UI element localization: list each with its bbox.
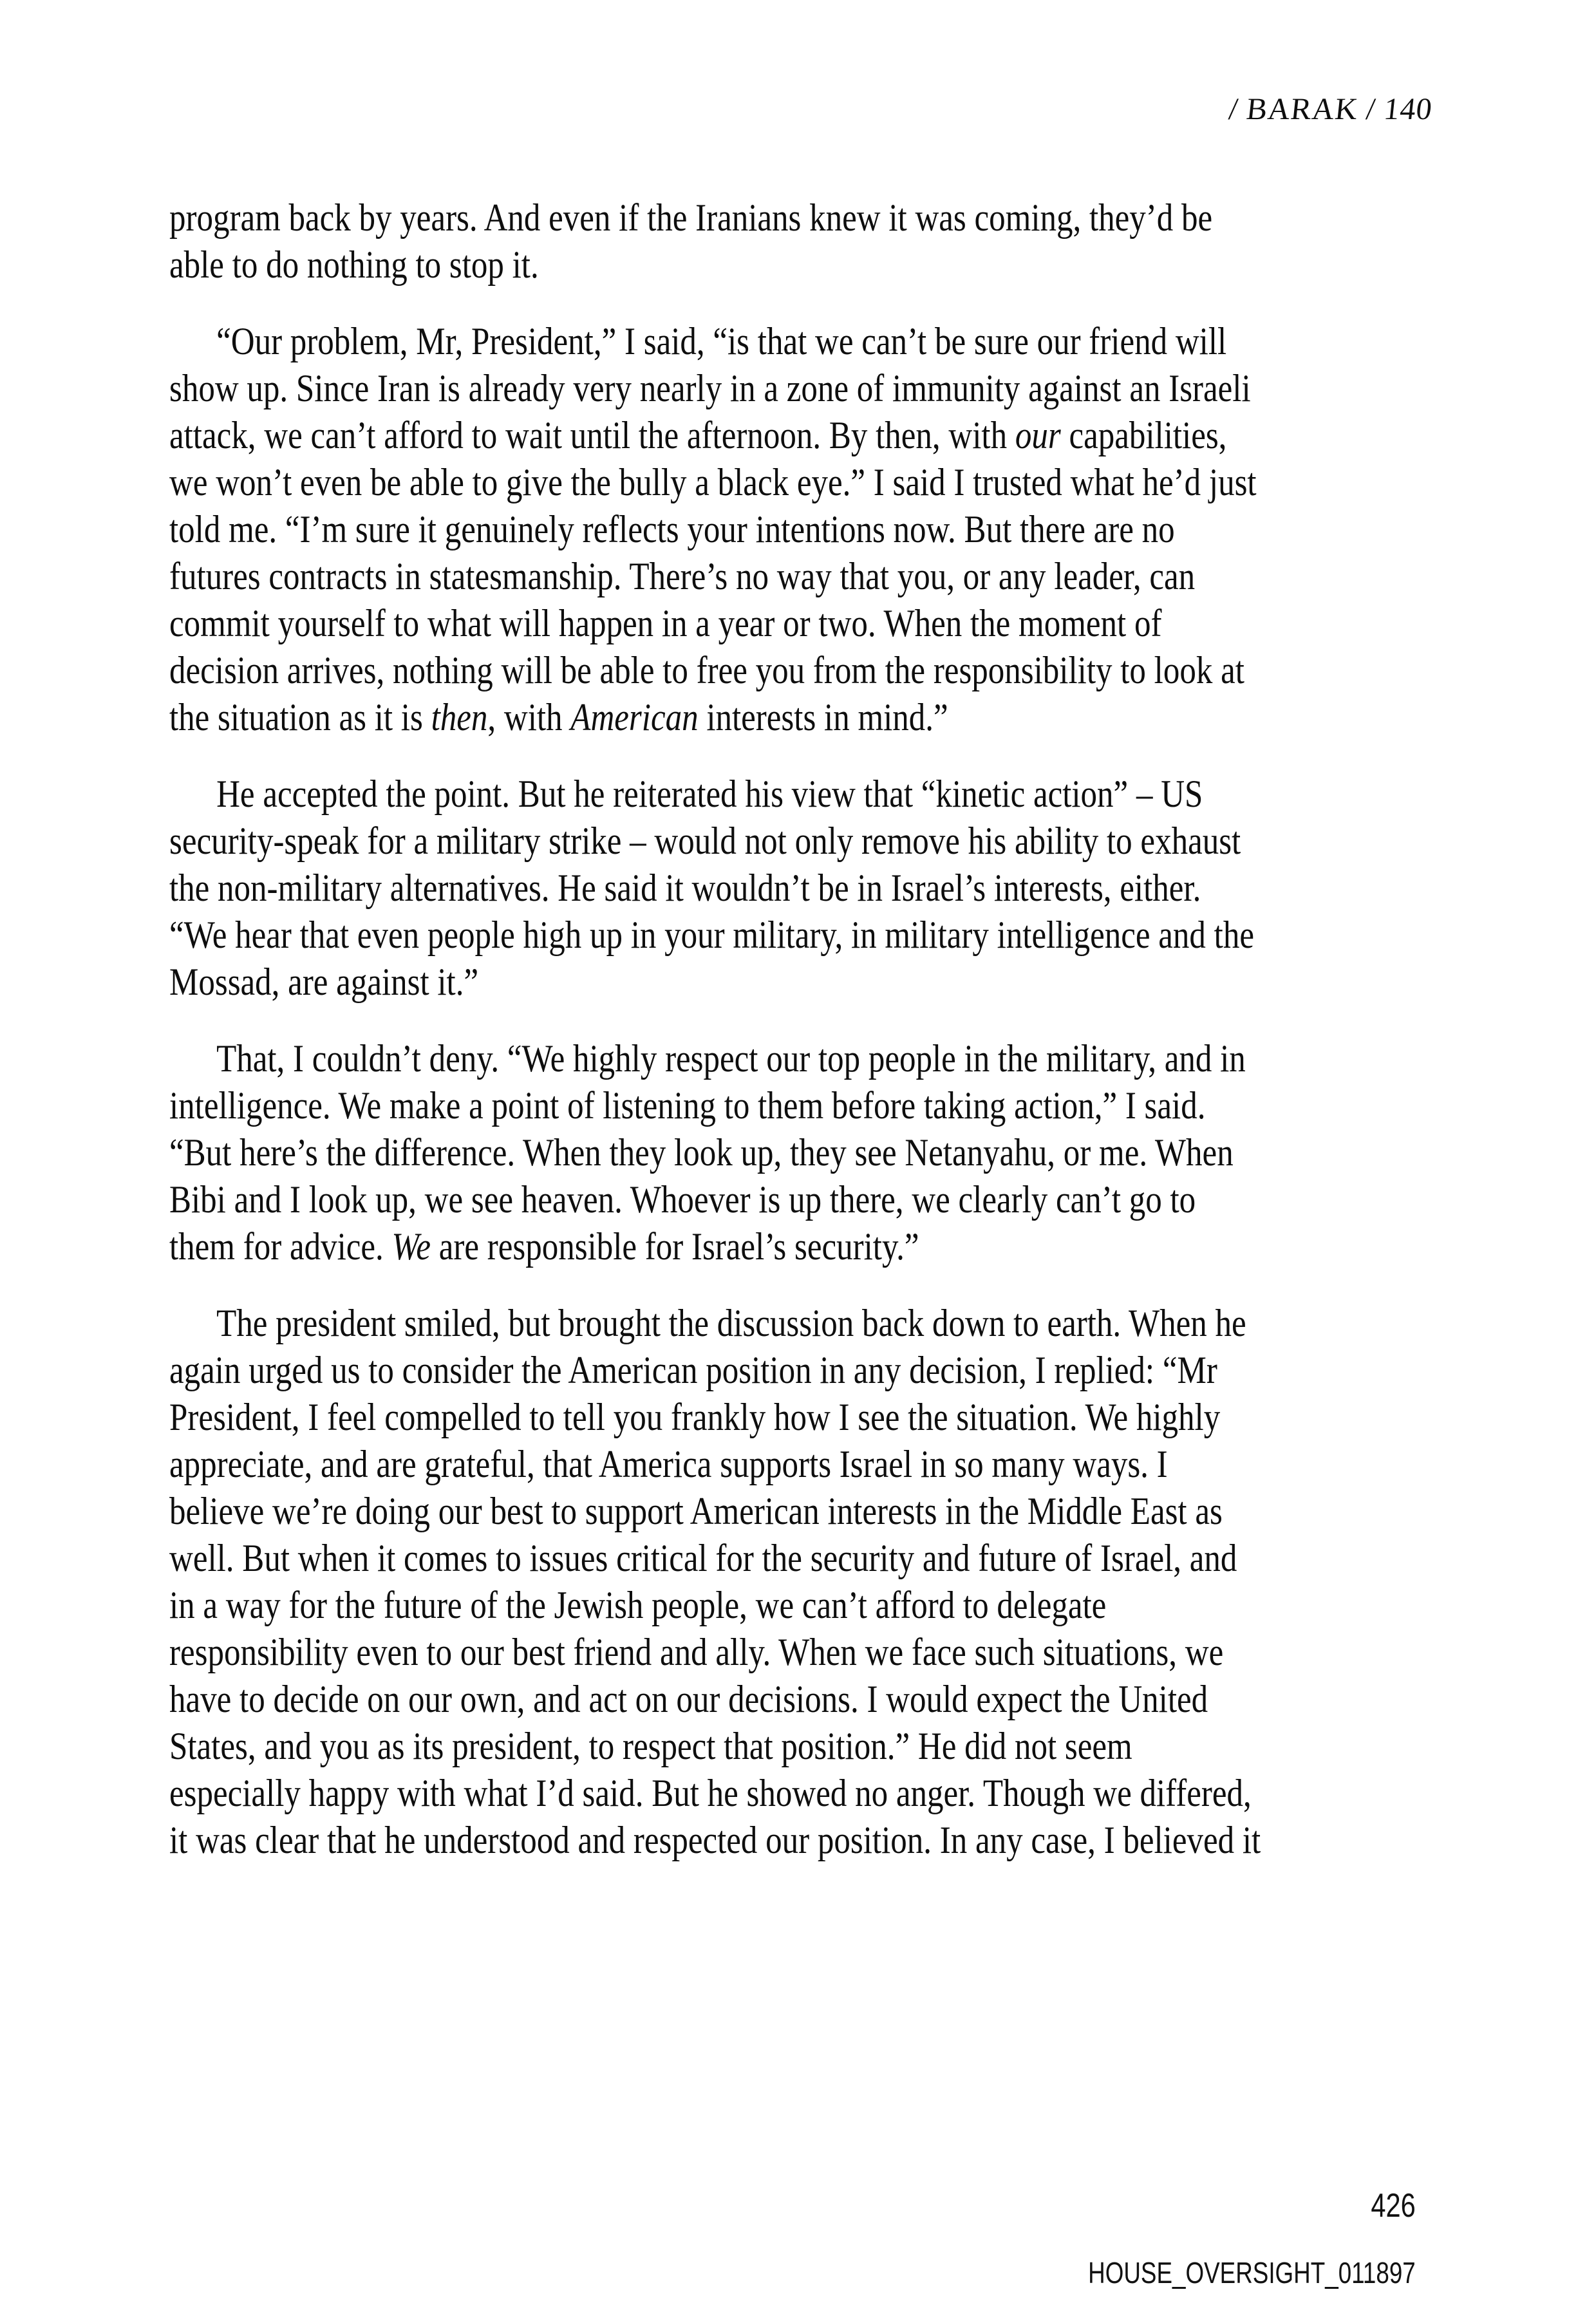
text-segment: , with bbox=[487, 696, 571, 738]
text-segment: That, I couldn’t deny. “We highly respect our top people in the military, and in bbox=[216, 1037, 1246, 1080]
body-text bbox=[169, 194, 1439, 1864]
text-line bbox=[169, 694, 1439, 741]
text-segment: futures contracts in statesmanship. There’s no way that you, or any leader, can bbox=[169, 555, 1196, 597]
italic-text-segment: We bbox=[391, 1225, 431, 1268]
text-segment: Bibi and I look up, we see heaven. Whoever is up there, we clearly can’t go to bbox=[169, 1178, 1196, 1221]
text-segment: the situation as it is bbox=[169, 696, 431, 738]
text-segment: capabilities, bbox=[1060, 414, 1227, 456]
text-segment: security-speak for a military strike – would not only remove his ability to exhaust bbox=[169, 820, 1241, 862]
text-line bbox=[169, 1676, 1439, 1723]
text-line bbox=[169, 959, 1439, 1006]
text-line bbox=[169, 365, 1439, 412]
text-line bbox=[169, 1723, 1439, 1770]
text-line bbox=[169, 1035, 1439, 1082]
text-segment: we won’t even be able to give the bully a black eye.” I said I trusted what he’d just bbox=[169, 461, 1257, 503]
running-header: / BARAK / 140 bbox=[1227, 92, 1434, 126]
text-line bbox=[169, 318, 1439, 365]
text-segment: responsibility even to our best friend and ally. When we face such situations, we bbox=[169, 1631, 1224, 1673]
page-number: 426 bbox=[1371, 2187, 1416, 2224]
bates-stamp: HOUSE_OVERSIGHT_011897 bbox=[1088, 2256, 1416, 2289]
text-segment: believe we’re doing our best to support American interests in the Middle East as bbox=[169, 1490, 1223, 1532]
text-line bbox=[169, 1223, 1439, 1270]
text-line bbox=[169, 600, 1439, 647]
text-line bbox=[169, 1394, 1439, 1441]
text-segment: decision arrives, nothing will be able to free you from the responsibility to look at bbox=[169, 649, 1244, 691]
text-line bbox=[169, 241, 1439, 288]
text-line bbox=[169, 1129, 1439, 1176]
text-segment: well. But when it comes to issues critical for the security and future of Israel, and bbox=[169, 1537, 1237, 1579]
text-segment: interests in mind.” bbox=[698, 696, 948, 738]
text-segment: “We hear that even people high up in your military, in military intelligence and the bbox=[169, 914, 1254, 956]
text-line bbox=[169, 459, 1439, 506]
text-segment: President, I feel compelled to tell you frankly how I see the situation. We highly bbox=[169, 1396, 1221, 1438]
text-line bbox=[169, 412, 1439, 459]
italic-text-segment: then bbox=[431, 696, 488, 738]
paragraph bbox=[169, 194, 1439, 288]
text-segment: Mossad, are against it.” bbox=[169, 961, 479, 1003]
text-segment: “Our problem, Mr, President,” I said, “is that we can’t be sure our friend will bbox=[216, 320, 1227, 362]
text-segment: “But here’s the difference. When they look up, they see Netanyahu, or me. When bbox=[169, 1131, 1234, 1174]
text-line bbox=[169, 1441, 1439, 1488]
text-line bbox=[169, 194, 1439, 241]
text-line bbox=[169, 1770, 1439, 1817]
text-line bbox=[169, 912, 1439, 959]
text-line bbox=[169, 1535, 1439, 1582]
paragraph bbox=[169, 1035, 1439, 1270]
italic-text-segment: our bbox=[1015, 414, 1061, 456]
text-segment: them for advice. bbox=[169, 1225, 392, 1268]
text-segment: intelligence. We make a point of listening to them before taking action,” I said. bbox=[169, 1084, 1206, 1127]
text-line bbox=[169, 1347, 1439, 1394]
text-line bbox=[169, 1300, 1439, 1347]
text-segment: especially happy with what I’d said. But he showed no anger. Though we differed, bbox=[169, 1772, 1252, 1814]
text-segment: commit yourself to what will happen in a year or two. When the moment of bbox=[169, 602, 1162, 644]
text-line bbox=[169, 553, 1439, 600]
text-segment: told me. “I’m sure it genuinely reflects your intentions now. But there are no bbox=[169, 508, 1175, 550]
paragraph bbox=[169, 771, 1439, 1006]
text-segment: able to do nothing to stop it. bbox=[169, 243, 539, 286]
text-line bbox=[169, 1082, 1439, 1129]
text-segment: it was clear that he understood and respected our position. In any case, I believed it bbox=[169, 1819, 1261, 1861]
text-line bbox=[169, 1176, 1439, 1223]
text-segment: The president smiled, but brought the discussion back down to earth. When he bbox=[216, 1302, 1246, 1344]
text-line bbox=[169, 1629, 1439, 1676]
text-segment: are responsible for Israel’s security.” bbox=[430, 1225, 919, 1268]
paragraph bbox=[169, 318, 1439, 741]
text-segment: He accepted the point. But he reiterated his view that “kinetic action” – US bbox=[216, 773, 1203, 815]
text-segment: appreciate, and are grateful, that America supports Israel in so many ways. I bbox=[169, 1443, 1168, 1485]
paragraph bbox=[169, 1300, 1439, 1864]
text-segment: show up. Since Iran is already very nearly in a zone of immunity against an Israeli bbox=[169, 367, 1251, 409]
text-line bbox=[169, 647, 1439, 694]
text-segment: attack, we can’t afford to wait until the afternoon. By then, with bbox=[169, 414, 1015, 456]
text-segment: the non-military alternatives. He said it wouldn’t be in Israel’s interests, either. bbox=[169, 867, 1201, 909]
text-segment: program back by years. And even if the Iranians knew it was coming, they’d be bbox=[169, 196, 1213, 239]
text-line bbox=[169, 1488, 1439, 1535]
text-line bbox=[169, 865, 1439, 912]
text-line bbox=[169, 506, 1439, 553]
text-line bbox=[169, 818, 1439, 865]
text-line bbox=[169, 1817, 1439, 1864]
italic-text-segment: American bbox=[570, 696, 699, 738]
text-line bbox=[169, 771, 1439, 818]
text-segment: in a way for the future of the Jewish people, we can’t afford to delegate bbox=[169, 1584, 1107, 1626]
text-segment: States, and you as its president, to respect that position.” He did not seem bbox=[169, 1725, 1132, 1767]
text-segment: have to decide on our own, and act on our decisions. I would expect the United bbox=[169, 1678, 1208, 1720]
text-line bbox=[169, 1582, 1439, 1629]
text-segment: again urged us to consider the American position in any decision, I replied: “Mr bbox=[169, 1349, 1217, 1391]
